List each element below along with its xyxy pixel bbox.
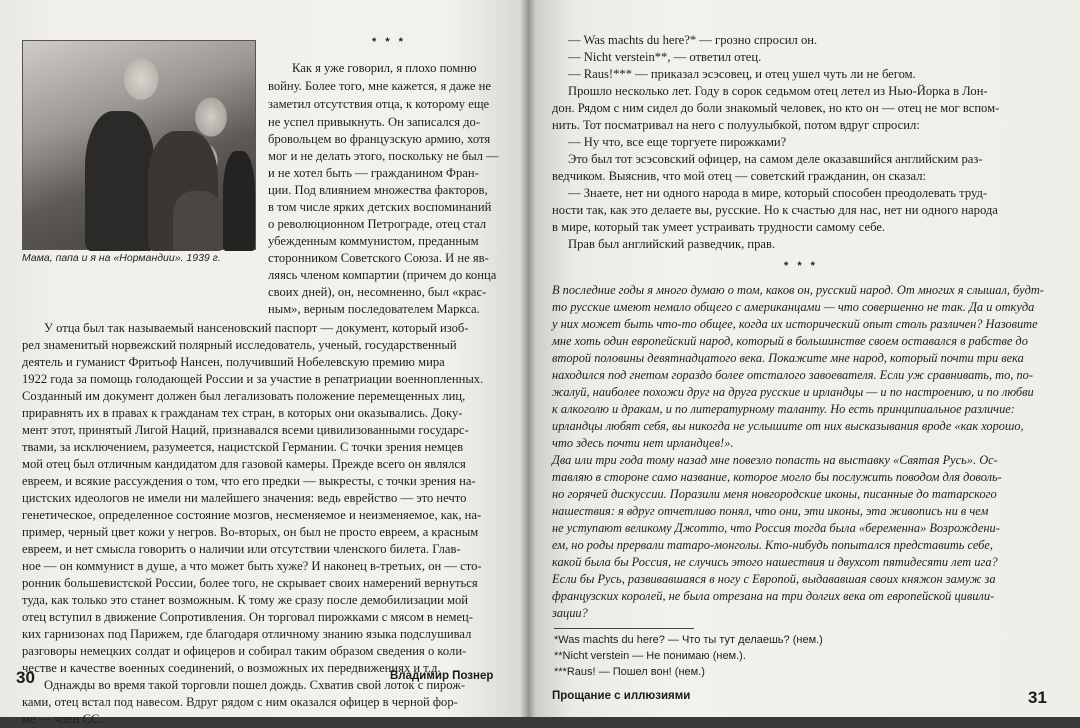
text-line: приравнять их в правах к гражданам тех стран, в которых они оказывались. Доку- <box>22 406 463 420</box>
footnote-divider <box>554 628 694 629</box>
text-line: зации? <box>552 606 588 620</box>
text-line: 1922 года за помощь голодающей России и за участие в репатриации военнопленных. <box>22 372 484 386</box>
text-line: ным», верным последователем Маркса. <box>268 302 480 316</box>
text-line: Созданный им документ должен был легализовать положение перемещенных лиц, <box>22 389 466 403</box>
text-line: но горячей дискуссии. Поразили меня новгородские иконы, писанные до татарского <box>552 487 997 501</box>
text-line: войну. Более того, мне кажется, я даже не <box>268 79 491 93</box>
text-line: у них может быть что-то общее, когда их исторический опыт столь различен? Назовите <box>552 317 1038 331</box>
text-line: мог и не делать этого, поскольку не был — <box>268 149 499 163</box>
text-line: сторонником Советского Союза. И не яв- <box>268 251 489 265</box>
text-line: У отца был так называемый нансеновский паспорт — документ, который изоб- <box>44 321 469 335</box>
text-line: убежденным коммунистом, преданным <box>268 234 479 248</box>
text-line: ции. Под влиянием множества факторов, <box>268 183 488 197</box>
text-line: туда, как только это станет возможным. К тому же сразу после демобилизации мой <box>22 593 469 607</box>
text-line: Это был тот эсэсовский офицер, на самом деле оказавшийся английским раз- <box>568 152 983 166</box>
text-line: к алкоголю и дракам, и по литературному таланту. Но есть принципиальное различие: <box>552 402 1015 416</box>
text-line: тавляю в стороне само название, которое могло бы послужить поводом для доволь- <box>552 470 1002 484</box>
text-line: Однажды во время такой торговли пошел дождь. Схватив свой лоток с пирож- <box>44 678 466 692</box>
text-line: второй половины девятнадцатого века. Покажите мне народ, который почти три века <box>552 351 1024 365</box>
text-line: — Nicht verstein**, — ответил отец. <box>568 50 762 64</box>
text-line: нашествия: я вдруг отчетливо понял, что они, эти иконы, эта живопись ни в чем <box>552 504 989 518</box>
text-line: ляясь членом компартии (причем до конца <box>268 268 497 282</box>
text-line: — Raus!*** — приказал эсэсовец, и отец ушел чуть ли не бегом. <box>568 67 916 81</box>
text-line: ведчиком. Выяснив, что мой отец — советский гражданин, он сказал: <box>552 169 927 183</box>
text-line: — Знаете, нет ни одного народа в мире, который способен преодолевать труд- <box>568 186 988 200</box>
text-line: мент этот, принятый Лигой Наций, признавался всеми цивилизованными государс- <box>22 423 469 437</box>
family-photo <box>22 40 256 250</box>
section-divider-stars: * * * <box>784 260 818 272</box>
text-line: заметил отсутствия отца, к которому еще <box>268 97 490 111</box>
text-line: ем, но роды прервали татаро-монголы. Кто-нибудь попытался представить себе, <box>552 538 994 552</box>
text-line: Два или три года тому назад мне повезло попасть на выставку «Святая Русь». Ос- <box>552 453 998 467</box>
text-line: честве и качестве военных соединений, о возможных их передвижениях и т.д. <box>22 661 441 675</box>
text-line: то русские имеют немало общего с американцами — что совершенно не так. Да и откуда <box>552 300 1035 314</box>
text-line: не успел привыкнуть. Он записался до- <box>268 115 481 129</box>
text-line: мне хоть один европейский народ, который в большинстве своем оставался в рабстве до <box>552 334 1028 348</box>
text-line: ирландцы любят себя, вы никогда не услышите от них высказывания вроде «как хорошо, <box>552 419 1024 433</box>
footnote: ***Raus! — Пошел вон! (нем.) <box>554 666 705 678</box>
text-line: евреем, и нет смысла говорить о наличии или отсутствии членского билета. Глав- <box>22 542 461 556</box>
text-line: Как я уже говорил, я плохо помню <box>292 61 477 75</box>
text-line: евреем, и всякие рассуждения о том, что его предки — выкресты, с точки зрения на- <box>22 474 476 488</box>
photo-figure-background-man <box>223 151 255 251</box>
text-line: Прав был английский разведчик, прав. <box>568 237 776 251</box>
text-line: ронник большевистской России, более того, не скрывает своих намерений вернуться <box>22 576 478 590</box>
text-line: нить. Тот посматривал на него с полуулыбкой, потом вдруг спросил: <box>552 118 920 132</box>
text-line: — Ну что, все еще торгуете пирожками? <box>568 135 787 149</box>
text-line: Если бы Русь, развивавшаяся в ногу с Европой, выдававшая своих княжон замуж за <box>552 572 996 586</box>
text-line: не уступают великому Джотто, что Россия тогда была «беременна» Возрождени- <box>552 521 1000 535</box>
text-line: Прошло несколько лет. Году в сорок седьмом отец летел из Нью-Йорка в Лон- <box>568 84 988 98</box>
text-line: генетическое, определенное состояние мозгов, несменяемое и неизменяемое, как, на- <box>22 508 482 522</box>
text-line: в том числе ярких детских воспоминаний <box>268 200 492 214</box>
text-line: твами, за исключением, разумеется, нацистской Германии. С точки зрения немцев <box>22 440 464 454</box>
text-line: бровольцем во французскую армию, хотя <box>268 132 491 146</box>
right-page <box>528 0 1080 717</box>
running-head: Владимир Познер <box>390 670 494 682</box>
text-line: французских королей, не была отрезана на три долгих века от европейской цивили- <box>552 589 995 603</box>
text-line: отец вступил в движение Сопротивления. Он торговал пирожками с мясом в немец- <box>22 610 473 624</box>
text-line: В последние годы я много думаю о том, каков он, русский народ. От многих я слышал, будт- <box>552 283 1044 297</box>
running-head: Прощание с иллюзиями <box>552 690 691 702</box>
page-number: 30 <box>16 668 35 687</box>
text-line: рел знаменитый норвежский полярный исследователь, ученый, государственный <box>22 338 457 352</box>
text-line: пример, черный цвет кожи у негров. Во-вторых, он был не просто евреем, а красным <box>22 525 479 539</box>
footnote: *Was machts du here? — Что ты тут делаешь? (нем.) <box>554 634 823 646</box>
text-line: что здесь почти нет ирландцев!». <box>552 436 734 450</box>
photo-figure-father <box>85 111 155 251</box>
photo-figure-child <box>173 191 223 251</box>
section-divider-stars: * * * <box>372 36 406 48</box>
page-number: 31 <box>1028 688 1047 707</box>
text-line: ками, отец встал под навесом. Вдруг рядом с ним оказался офицер в черной фор- <box>22 695 458 709</box>
text-line: разговоры немецких солдат и офицеров и собирал таким образом сведения о коли- <box>22 644 467 658</box>
text-line: в мире, который так умеет устраивать трудности самому себе. <box>552 220 886 234</box>
text-line: дон. Рядом с ним сидел до боли знакомый человек, но кто он — отец не мог вспом- <box>552 101 1000 115</box>
text-line: мой отец был отличным кандидатом для газовой камеры. Прежде всего он являлся <box>22 457 466 471</box>
text-line: жалуй, наиболее похожи друг на друга русские и ирландцы — и по настроению, и по любви <box>552 385 1034 399</box>
text-line: ности так, как это делаете вы, русские. Но к счастью для нас, нет ни одного народа <box>552 203 998 217</box>
text-line: ное — он коммунист в душе, а что может быть хуже? И наконец в-третьих, он — сто- <box>22 559 482 573</box>
text-line: ких гарнизонах под Парижем, где благодаря отличному знанию языка подслушивал <box>22 627 472 641</box>
text-line: — Was machts du here?* — грозно спросил он. <box>568 33 818 47</box>
book-spine-shadow <box>520 0 536 717</box>
text-line: какой была бы Россия, не случись этого нашествия и двухсот пятидесяти лет ига? <box>552 555 998 569</box>
text-line: деятель и гуманист Фритьоф Нансен, получивший Нобелевскую премию мира <box>22 355 445 369</box>
text-line: цистских идеологов не имели ни малейшего значения: ведь еврейство — это нечто <box>22 491 467 505</box>
text-line: и не хотел быть — гражданином Фран- <box>268 166 479 180</box>
left-page <box>0 0 528 726</box>
text-line: находился под гнетом гораздо более отсталого завоевателя. Если уж сравнивать, то, по- <box>552 368 1033 382</box>
text-line: ме — член СС. <box>22 712 103 726</box>
text-line: своих дней), он, несомненно, был «крас- <box>268 285 487 299</box>
text-line: о революционном Петрограде, отец стал <box>268 217 487 231</box>
footnote: **Nicht verstein — Не понимаю (нем.). <box>554 650 746 662</box>
photo-caption: Мама, папа и я на «Нормандии». 1939 г. <box>22 252 221 264</box>
